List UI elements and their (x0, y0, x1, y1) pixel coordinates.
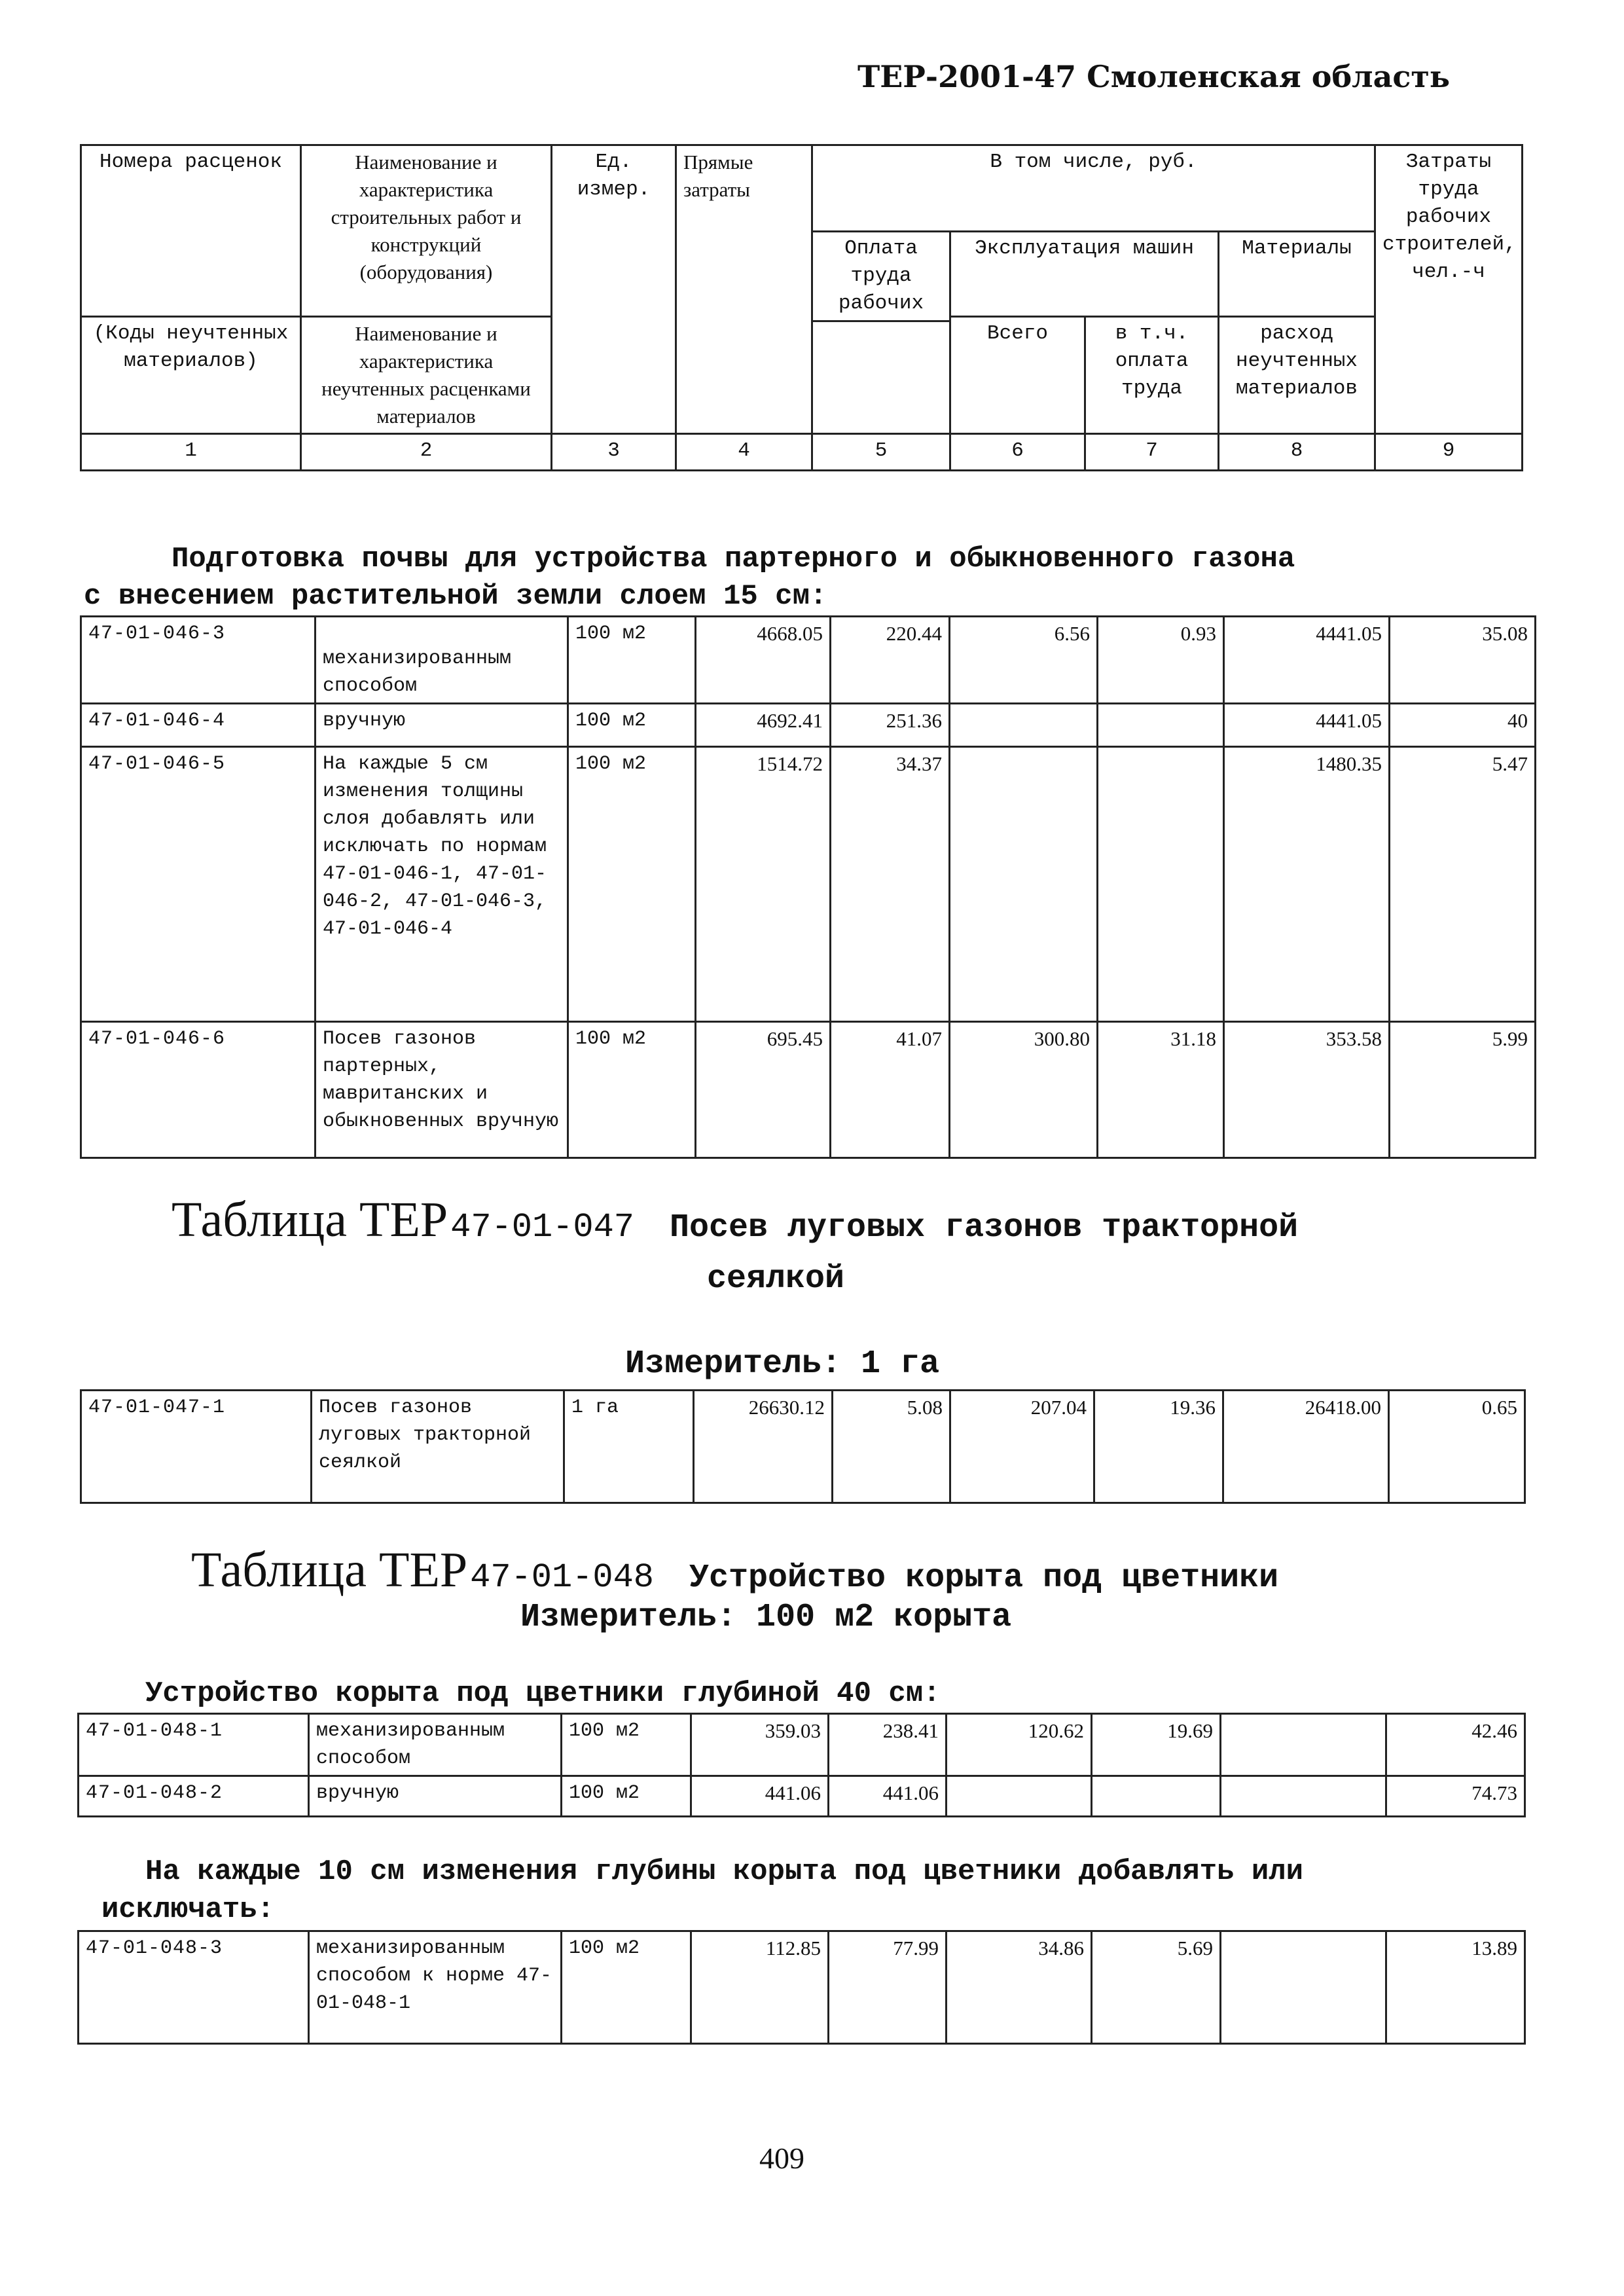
worker-pay-cell: 220.44 (831, 617, 950, 704)
labor-hours-cell: 35.08 (1390, 617, 1536, 704)
direct-cost-cell: 4668.05 (696, 617, 831, 704)
table-title-text: Посев луговых газонов тракторной (670, 1209, 1299, 1247)
column-header-table (80, 144, 1523, 471)
unit-cell: 100 м2 (562, 1714, 691, 1776)
rate-code-cell: 47-01-048-1 (79, 1714, 309, 1776)
labor-hours-cell: 74.73 (1386, 1776, 1525, 1817)
table-title-048 (191, 1542, 1278, 1599)
table-row (81, 1391, 1525, 1503)
column-number: 4 (676, 434, 812, 471)
rate-code-cell: 47-01-048-2 (79, 1776, 309, 1817)
machine-total-cell (950, 704, 1098, 747)
table-code: 47-01-047 (450, 1208, 635, 1247)
worker-pay-cell: 238.41 (829, 1714, 947, 1776)
table-label: Таблица ТЕР (191, 1542, 468, 1597)
rate-code-cell: 47-01-047-1 (81, 1391, 312, 1503)
table-label: Таблица ТЕР (171, 1192, 448, 1247)
table-measure: Измеритель: 100 м2 корыта (520, 1599, 1012, 1636)
table-title-text: Устройство корыта под цветники (689, 1559, 1279, 1597)
worker-pay-cell: 441.06 (829, 1776, 947, 1817)
direct-cost-cell: 441.06 (691, 1776, 829, 1817)
worker-pay-cell: 34.37 (831, 747, 950, 1022)
header-machine-operation: Эксплуатация машин (950, 232, 1219, 317)
header-unrecorded-materials: расход неучтенных материалов (1219, 317, 1375, 434)
machine-labor-cell: 31.18 (1098, 1022, 1224, 1158)
unit-cell: 100 м2 (568, 747, 696, 1022)
rates-table-048-b (77, 1930, 1526, 2045)
section-heading: исключать: (101, 1893, 275, 1926)
section-heading: Подготовка почвы для устройства партерного и обыкновенного газона (171, 543, 1295, 575)
materials-cell (1221, 1931, 1386, 2044)
work-name-cell: механизированным способом (309, 1714, 562, 1776)
materials-cell: 26418.00 (1223, 1391, 1389, 1503)
machine-total-cell (947, 1776, 1092, 1817)
section-heading: Устройство корыта под цветники глубиной 40 см: (145, 1677, 941, 1710)
section-heading: с внесением растительной земли слоем 15 см: (84, 580, 827, 613)
worker-pay-cell: 5.08 (833, 1391, 950, 1503)
machine-total-cell: 300.80 (950, 1022, 1098, 1158)
machine-labor-cell (1092, 1776, 1221, 1817)
table-row (79, 1776, 1525, 1817)
machine-total-cell (950, 747, 1098, 1022)
rate-code-cell: 47-01-048-3 (79, 1931, 309, 2044)
header-including: В том числе, руб. (812, 145, 1375, 232)
header-unrecorded-name: Наименование и характеристика неучтенных расценками материалов (301, 317, 552, 434)
machine-labor-cell: 19.36 (1094, 1391, 1223, 1503)
unit-cell: 1 га (564, 1391, 694, 1503)
column-number: 6 (950, 434, 1085, 471)
direct-cost-cell: 359.03 (691, 1714, 829, 1776)
page-header-title: ТЕР-2001-47 Смоленская область (857, 59, 1451, 94)
unit-cell: 100 м2 (562, 1776, 691, 1817)
work-name-cell: механизированным способом (316, 617, 568, 704)
header-unit: Ед. измер. (552, 145, 676, 434)
work-name-cell: Посев газонов партерных, мавританских и обыкновенных вручную (316, 1022, 568, 1158)
unit-cell: 100 м2 (562, 1931, 691, 2044)
worker-pay-cell: 77.99 (829, 1931, 947, 2044)
work-name-cell: Посев газонов луговых тракторной сеялкой (312, 1391, 564, 1503)
machine-labor-cell: 19.69 (1092, 1714, 1221, 1776)
direct-cost-cell: 1514.72 (696, 747, 831, 1022)
rate-code-cell: 47-01-046-3 (81, 617, 316, 704)
machine-total-cell: 120.62 (947, 1714, 1092, 1776)
column-number: 9 (1375, 434, 1523, 471)
machine-total-cell: 6.56 (950, 617, 1098, 704)
machine-labor-cell (1098, 704, 1224, 747)
direct-cost-cell: 26630.12 (694, 1391, 833, 1503)
table-row (81, 704, 1536, 747)
rate-code-cell: 47-01-046-4 (81, 704, 316, 747)
materials-cell: 4441.05 (1224, 704, 1390, 747)
direct-cost-cell: 4692.41 (696, 704, 831, 747)
table-row (79, 1714, 1525, 1776)
header-worker-pay: Оплата труда рабочих (812, 232, 950, 321)
unit-cell: 100 м2 (568, 704, 696, 747)
column-number: 7 (1085, 434, 1219, 471)
labor-hours-cell: 0.65 (1389, 1391, 1525, 1503)
labor-hours-cell: 13.89 (1386, 1931, 1525, 2044)
rates-table-046 (80, 615, 1536, 1159)
header-machine-labor: в т.ч. оплата труда (1085, 317, 1219, 434)
machine-labor-cell: 5.69 (1092, 1931, 1221, 2044)
machine-labor-cell (1098, 747, 1224, 1022)
header-codes: Номера расценок (81, 145, 301, 317)
table-row (79, 1931, 1525, 2044)
materials-cell: 1480.35 (1224, 747, 1390, 1022)
table-title-047 (171, 1192, 1298, 1248)
labor-hours-cell: 40 (1390, 704, 1536, 747)
machine-total-cell: 207.04 (950, 1391, 1094, 1503)
page-number: 409 (759, 2141, 804, 2175)
labor-hours-cell: 5.99 (1390, 1022, 1536, 1158)
worker-pay-cell: 251.36 (831, 704, 950, 747)
materials-cell (1221, 1776, 1386, 1817)
rate-code-cell: 47-01-046-5 (81, 747, 316, 1022)
labor-hours-cell: 5.47 (1390, 747, 1536, 1022)
column-number: 1 (81, 434, 301, 471)
work-name-cell: На каждые 5 см изменения толщины слоя добавлять или исключать по нормам 47-01-046-1, 47-01-046-2, 47-01-046-3, 47-01-046-4 (316, 747, 568, 1022)
direct-cost-cell: 695.45 (696, 1022, 831, 1158)
header-unrecorded-codes: (Коды неучтенных материалов) (81, 317, 301, 434)
unit-cell: 100 м2 (568, 617, 696, 704)
header-direct-cost: Прямые затраты (676, 145, 812, 434)
machine-labor-cell: 0.93 (1098, 617, 1224, 704)
column-number: 2 (301, 434, 552, 471)
labor-hours-cell: 42.46 (1386, 1714, 1525, 1776)
header-labor-hours: Затраты труда рабочих строителей, чел.-ч (1375, 145, 1523, 434)
table-measure: Измеритель: 1 га (625, 1345, 940, 1383)
header-materials: Материалы (1219, 232, 1375, 317)
table-row (81, 1022, 1536, 1158)
table-row (81, 617, 1536, 704)
rates-table-047 (80, 1389, 1526, 1504)
materials-cell (1221, 1714, 1386, 1776)
header-worker-pay-cont (812, 321, 950, 434)
materials-cell: 4441.05 (1224, 617, 1390, 704)
header-machine-total: Всего (950, 317, 1085, 434)
table-row (81, 747, 1536, 1022)
column-number: 5 (812, 434, 950, 471)
table-code: 47-01-048 (470, 1558, 655, 1597)
work-name-cell: механизированным способом к норме 47-01-048-1 (309, 1931, 562, 2044)
table-title-text-line2: сеялкой (707, 1260, 845, 1298)
section-heading: На каждые 10 см изменения глубины корыта под цветники добавлять или (145, 1855, 1304, 1888)
rate-code-cell: 47-01-046-6 (81, 1022, 316, 1158)
work-name-cell: вручную (309, 1776, 562, 1817)
materials-cell: 353.58 (1224, 1022, 1390, 1158)
direct-cost-cell: 112.85 (691, 1931, 829, 2044)
rates-table-048-a (77, 1713, 1526, 1817)
column-number: 3 (552, 434, 676, 471)
work-name-cell: вручную (316, 704, 568, 747)
column-number: 8 (1219, 434, 1375, 471)
worker-pay-cell: 41.07 (831, 1022, 950, 1158)
unit-cell: 100 м2 (568, 1022, 696, 1158)
header-work-name: Наименование и характеристика строительных работ и конструкций (оборудования) (301, 145, 552, 317)
machine-total-cell: 34.86 (947, 1931, 1092, 2044)
